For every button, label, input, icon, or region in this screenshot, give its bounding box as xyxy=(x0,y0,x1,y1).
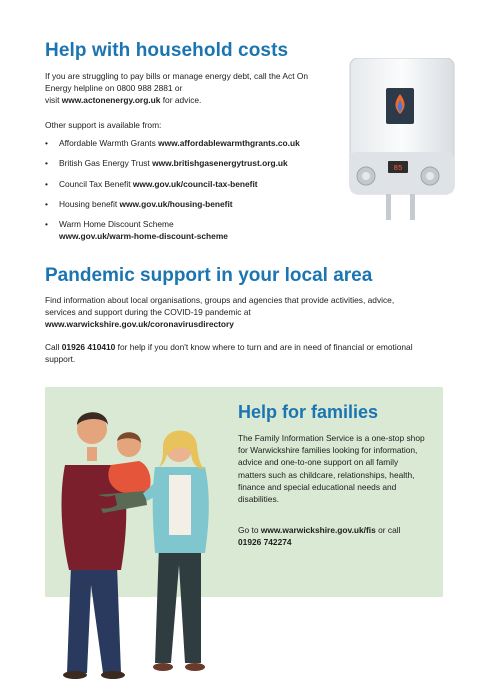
item-label: Housing benefit xyxy=(59,198,120,209)
pandemic-line-2: services and support during the COVID-19 pandemic at xyxy=(45,307,251,318)
intro-paragraph xyxy=(45,70,345,107)
families-contact xyxy=(238,524,428,548)
boiler-illustration xyxy=(348,58,456,220)
boiler-display-value: 85 xyxy=(393,165,403,173)
fis-link[interactable]: www.warwickshire.gov.uk/fis xyxy=(260,525,376,535)
intro-line-2: Energy helpline on 0800 988 2881 or xyxy=(45,83,183,94)
intro-line-3 xyxy=(45,94,345,106)
heading-help-for-families: Help for families xyxy=(238,402,379,422)
item-link[interactable]: www.gov.uk/housing-benefit xyxy=(119,198,233,209)
list-item xyxy=(45,178,345,190)
families-phone: 01926 742274 xyxy=(238,537,292,548)
intro-visit: visit xyxy=(45,95,62,106)
item-link[interactable]: www.gov.uk/warm-home-discount-scheme xyxy=(59,231,228,242)
item-link[interactable]: www.gov.uk/council-tax-benefit xyxy=(132,178,258,189)
pandemic-phone: 01926 410410 xyxy=(61,342,116,352)
call-after: for help if you don't know where to turn and are in need of financial or emotional support. xyxy=(45,342,413,365)
call-label: Call xyxy=(45,342,62,352)
item-label: British Gas Energy Trust xyxy=(59,158,153,169)
item-link[interactable]: www.affordablewarmthgrants.co.uk xyxy=(158,138,300,148)
item-label: Council Tax Benefit xyxy=(59,178,133,189)
pandemic-call-paragraph xyxy=(45,341,445,365)
item-label: Affordable Warmth Grants xyxy=(59,138,159,148)
list-item xyxy=(45,137,345,149)
list-item xyxy=(45,198,345,210)
intro-line-1: If you are struggling to pay bills or manage energy debt, call the Act On xyxy=(45,71,309,81)
pandemic-line-1: Find information about local organisations, groups and agencies that provide activities, advice, xyxy=(45,295,395,305)
list-item xyxy=(45,218,345,242)
act-on-energy-link[interactable]: www.actonenergy.org.uk xyxy=(61,95,161,106)
support-list xyxy=(45,137,345,250)
pandemic-paragraph xyxy=(45,294,445,331)
goto-label: Go to xyxy=(238,525,261,535)
family-illustration xyxy=(55,395,225,680)
or-call-label: or call xyxy=(375,525,401,535)
item-link[interactable]: www.britishgasenergytrust.org.uk xyxy=(152,158,288,169)
item-label: • Warm Home Discount Scheme xyxy=(59,219,174,230)
intro-after: for advice. xyxy=(160,95,202,106)
heading-household-costs: Help with household costs xyxy=(45,40,289,61)
list-item xyxy=(45,157,345,169)
other-support-label: Other support is available from: xyxy=(45,120,162,130)
coronavirus-directory-link[interactable]: www.warwickshire.gov.uk/coronavirusdirectory xyxy=(45,319,234,330)
families-body: The Family Information Service is a one-stop shop for Warwickshire families looking for information, advice and one-to-one support on all family matters such as childcare, relationships, health, finance and special educational needs and disabilities. xyxy=(238,433,425,505)
heading-pandemic-support: Pandemic support in your local area xyxy=(45,265,373,286)
